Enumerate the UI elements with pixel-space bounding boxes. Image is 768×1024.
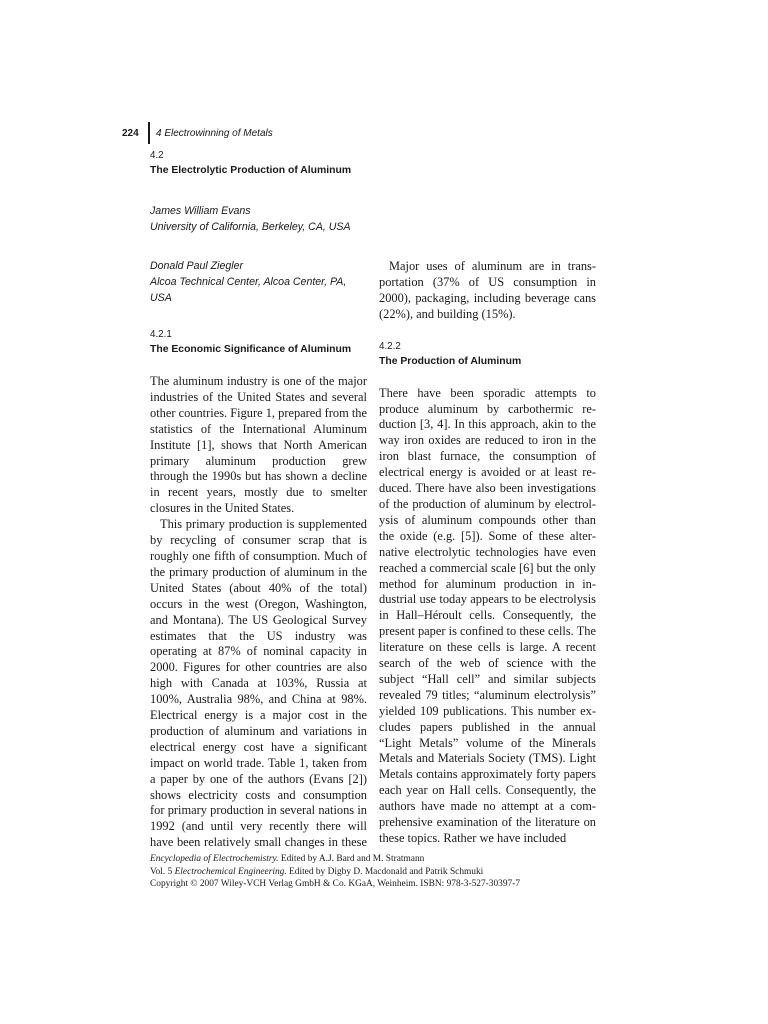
section-title: The Electrolytic Production of Aluminum bbox=[150, 165, 352, 176]
footnote-line: Vol. 5 Electrochemical Engineering. Edited by Digby D. Macdonald and Patrik Schmuki bbox=[150, 866, 484, 877]
subsection-number: 4.2.2 bbox=[379, 340, 401, 352]
left-column bbox=[150, 149, 367, 852]
header-rule bbox=[148, 122, 150, 144]
body-paragraph: The aluminum industry is one of the major industries of the United States and several other countries. Figure 1, prepared from the statistics of the International Aluminum Institute [1], shows that North American primary aluminum production grew through the 1990s but has shown a decline in recent years, mostly due to smelter closures in the United States. bbox=[150, 374, 367, 516]
author-name: Donald Paul Ziegler bbox=[150, 260, 244, 272]
footnote-line: Copyright © 2007 Wiley-VCH Verlag GmbH & Co. KGaA, Weinheim. ISBN: 978-3-527-30397-7 bbox=[150, 879, 521, 890]
subsection-title: The Economic Significance of Aluminum bbox=[150, 344, 352, 355]
body-paragraph: There have been sporadic attempts to produce aluminum by carbothermic reduction [3, 4]. In this approach, akin to the way iron oxides are reduced to iron in the iron blast furnace, the consumption of electrical energy is avoided or at least reduced. There have also been investigations of the production of aluminum by electrolysis of aluminum compounds other than the oxide (e.g. [5]). Some of these alternative electrolytic technologies have even reached a commercial scale [6] but the only method for aluminum production in industrial use today appears to be electrolysis in Hall–Héroult cells. Consequently, the present paper is confined to these cells. The literature on these cells is large. A recent search of the web of science with the subject “Hall cell” and similar subjects revealed 79 titles; “aluminum electrolysis” yielded 109 publications. This number excludes papers published in the annual “Light Metals” volume of the Minerals Metals and Materials Society (TMS). Light Metals contains approximately forty papers each year on Hall cells. Consequently, the authors have made no attempt at a comprehensive examination of the literature on these topics. Rather we have included bbox=[379, 385, 596, 845]
copyright-footnote bbox=[150, 853, 630, 891]
body-paragraph: Major uses of aluminum are in transportation (37% of US consumption in 2000), packaging, including beverage cans (22%), and building (15%). bbox=[379, 259, 596, 321]
footnote-line: Encyclopedia of Electrochemistry. Edited by A.J. Bard and M. Stratmann bbox=[150, 854, 425, 864]
author-name: James William Evans bbox=[150, 205, 251, 217]
page-number: 224 bbox=[122, 127, 139, 139]
chapter-title: 4 Electrowinning of Metals bbox=[156, 127, 273, 139]
author-affiliation: University of California, Berkeley, CA, USA bbox=[150, 221, 351, 233]
author-affiliation: Alcoa Technical Center, Alcoa Center, PA, USA bbox=[150, 276, 347, 304]
subsection-title: The Production of Aluminum bbox=[379, 355, 522, 367]
section-number: 4.2 bbox=[150, 150, 164, 161]
running-head bbox=[122, 122, 273, 144]
body-paragraph: This primary production is supplemented by recycling of consumer scrap that is roughly one fifth of consumption. Much of the primary production of aluminum in the United States (about 40% of the total) occurs in the west (Oregon, Washington, and Montana). The US Geological Survey estimates that the US industry was operating at 87% of nominal capacity in 2000. Figures for other countries are also high with Canada at 103%, Russia at 100%, Australia 98%, and China at 98%. Electrical energy is a major cost in the production of aluminum and variations in electrical energy cost have a significant impact on world trade. Table 1, taken from a paper by one of the authors (Evans [2]) shows electricity costs and consumption for primary production in several nations in 1992 (and until very recently there will have been relatively small changes in these bbox=[150, 517, 367, 850]
right-column bbox=[379, 147, 596, 847]
subsection-number: 4.2.1 bbox=[150, 329, 172, 340]
